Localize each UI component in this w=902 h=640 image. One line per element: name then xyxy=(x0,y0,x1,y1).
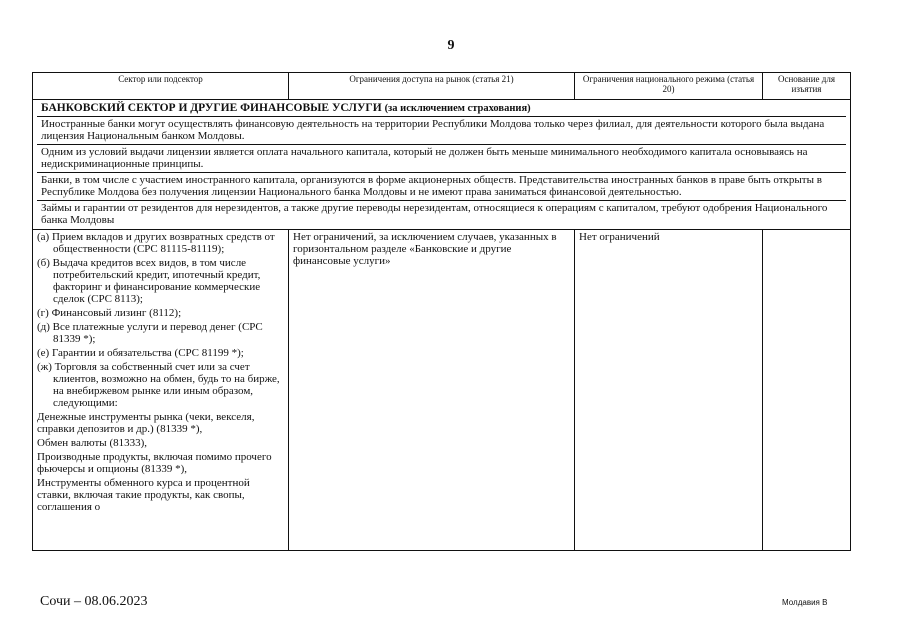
exemption-basis-cell xyxy=(763,230,851,551)
service-subitem: Производные продукты, включая помимо прочего фьючерсы и опционы (81339 *), xyxy=(37,451,272,475)
header-market-access: Ограничения доступа на рынок (статья 21) xyxy=(289,73,575,100)
horizontal-paragraphs xyxy=(37,117,846,228)
service-subitem: Обмен валюты (81333), xyxy=(37,437,148,449)
horizontal-section xyxy=(33,100,851,230)
service-item: (а) Прием вкладов и других возвратных средств от общественности (CPC 81115-81119); xyxy=(37,231,275,255)
service-item: (ж) Торговля за собственный счет или за счет клиентов, возможно на обмен, будь то на бирже, на внебиржевом рынке или иным образом, следующими: xyxy=(37,361,280,409)
service-subitem: Денежные инструменты рынка (чеки, векселя, справки депозитов и др.) (81339 *), xyxy=(37,411,255,435)
section-title-main: БАНКОВСКИЙ СЕКТОР И ДРУГИЕ ФИНАНСОВЫЕ УСЛУГИ xyxy=(41,102,382,114)
service-item: (б) Выдача кредитов всех видов, в том числе потребительский кредит, ипотечный кредит, факторинг и финансирование коммерческие сделок (CPC 8113); xyxy=(37,257,261,305)
page-number: 9 xyxy=(447,38,455,53)
service-item: (д) Все платежные услуги и перевод денег (CPC 81339 *); xyxy=(37,321,263,345)
section-title-note: (за исключением страхования) xyxy=(384,103,531,114)
horizontal-paragraph: Банки, в том числе с участием иностранного капитала, организуются в форме акционерных обществ. Представительства иностранных банков в праве быть открыты в Республике Молдова без получения лицензии Национального банка Молдовы и не имеют права заниматься финансовой деятельностью. xyxy=(37,173,846,201)
header-exemption-basis: Основание для изъятия xyxy=(763,73,851,100)
horizontal-paragraph: Займы и гарантии от резидентов для нерезидентов, а также другие переводы нерезидентам, относящиеся к операциям с капиталом, требуют одобрения Национального банка Молдовы xyxy=(41,202,828,226)
service-item: (е) Гарантии и обязательства (CPC 81199 *); xyxy=(37,347,244,359)
commitments-table xyxy=(32,72,851,551)
table-row xyxy=(33,230,851,551)
sector-cell xyxy=(33,230,289,551)
horizontal-section-row xyxy=(33,100,851,230)
section-title xyxy=(37,101,846,117)
table-header-row xyxy=(33,73,851,100)
footer-date: Сочи – 08.06.2023 xyxy=(40,594,148,609)
service-item: (г) Финансовый лизинг (8112); xyxy=(37,307,182,319)
national-treatment-cell: Нет ограничений xyxy=(575,230,763,551)
market-access-cell: Нет ограничений, за исключением случаев, указанных в горизонтальном разделе «Банковские и другие финансовые услуги» xyxy=(289,230,575,551)
header-national-treatment: Ограничения национального режима (статья 20) xyxy=(575,73,763,100)
header-sector: Сектор или подсектор xyxy=(33,73,289,100)
footer-country-code: Молдавия В xyxy=(782,598,828,607)
horizontal-paragraph: Одним из условий выдачи лицензии является оплата начального капитала, который не должен быть меньше минимального необходимого капитала основываясь на недискриминационные принципы. xyxy=(37,145,846,173)
services-list xyxy=(37,231,284,513)
service-subitem: Инструменты обменного курса и процентной ставки, включая такие продукты, как свопы, соглашения о xyxy=(37,477,250,513)
horizontal-paragraph: Иностранные банки могут осуществлять финансовую деятельность на территории Республики Молдова только через филиал, для деятельности которого была выдана лицензия Национальным банком Молдовы. xyxy=(37,117,846,145)
